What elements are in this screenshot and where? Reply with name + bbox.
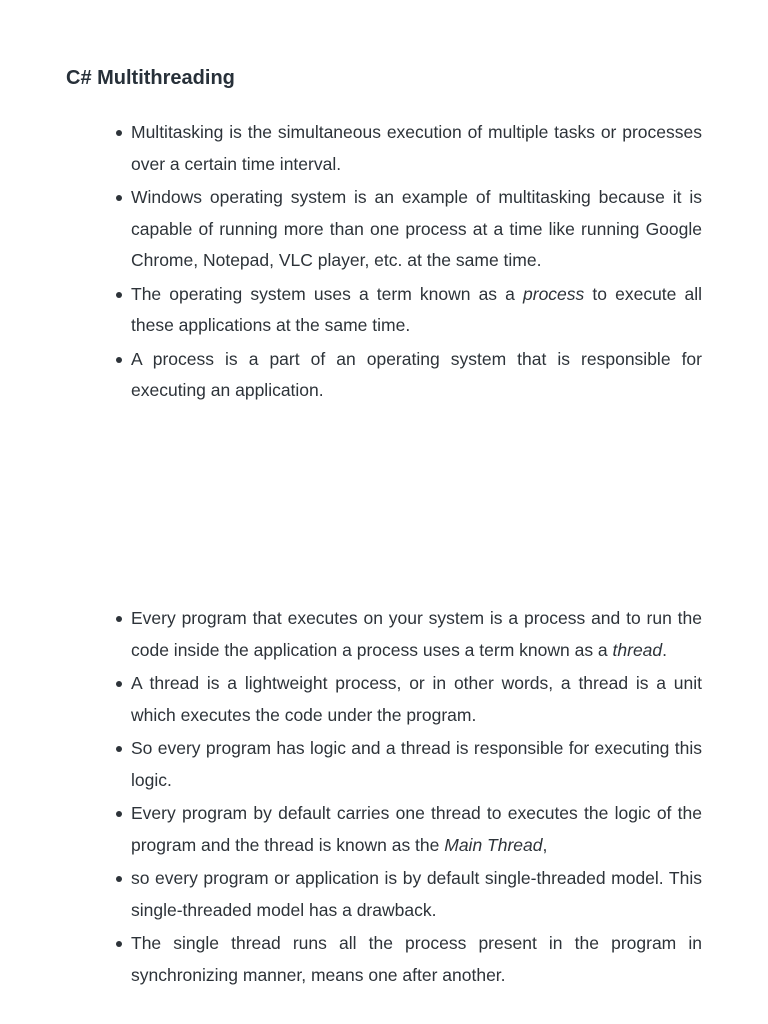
list-item bbox=[131, 863, 702, 926]
list-item-text-after: . bbox=[662, 639, 668, 660]
list-item-emphasis: process bbox=[523, 283, 585, 304]
list-item-emphasis: thread bbox=[612, 639, 663, 660]
list-item-text: Multitasking is the simultaneous execution of multiple tasks or processes over a certain time interval. bbox=[131, 122, 702, 174]
list-item-text: A thread is a lightweight process, or in other words, a thread is a unit which executes the code under the program. bbox=[131, 673, 702, 725]
bullet-icon bbox=[116, 746, 122, 752]
list-item bbox=[131, 182, 702, 277]
list-item bbox=[131, 603, 702, 666]
list-item bbox=[131, 668, 702, 731]
bullet-list-intro bbox=[131, 117, 702, 409]
list-item-text: The operating system uses a term known as a bbox=[131, 283, 524, 304]
list-item-text: Windows operating system is an example of multitasking because it is capable of running more than one process at a time like running Google Chrome, Notepad, VLC player, etc. at the same time. bbox=[131, 187, 702, 270]
list-item bbox=[131, 798, 702, 861]
list-item-text-after: to execute all these applications at the same time. bbox=[131, 283, 703, 335]
list-item bbox=[131, 279, 702, 342]
list-item bbox=[131, 344, 702, 407]
bullet-icon bbox=[116, 130, 122, 136]
bullet-icon bbox=[116, 811, 122, 817]
list-item-text: The single thread runs all the process present in the program in synchronizing manner, means one after another. bbox=[131, 933, 702, 985]
list-item-emphasis: Main Thread bbox=[444, 834, 543, 855]
list-item bbox=[131, 928, 702, 991]
list-item-text: So every program has logic and a thread is responsible for executing this logic. bbox=[131, 738, 702, 790]
list-item bbox=[131, 733, 702, 796]
bullet-icon bbox=[116, 941, 122, 947]
bullet-icon bbox=[116, 876, 122, 882]
list-item-text: Every program by default carries one thread to executes the logic of the program and the thread is known as the bbox=[131, 803, 702, 855]
list-item-text: Every program that executes on your system is a process and to run the code inside the application a process uses a term known as a bbox=[131, 608, 702, 660]
list-item-text: so every program or application is by default single-threaded model. This single-threaded model has a drawback. bbox=[131, 868, 702, 920]
bullet-icon bbox=[116, 292, 122, 298]
list-item-text-after: , bbox=[542, 834, 548, 855]
page-title: C# Multithreading bbox=[66, 67, 235, 89]
blank-space bbox=[66, 410, 702, 600]
bullet-icon bbox=[116, 357, 122, 363]
list-item bbox=[131, 117, 702, 180]
list-item-text: A process is a part of an operating system that is responsible for executing an application. bbox=[131, 348, 702, 400]
bullet-list-threads bbox=[131, 603, 702, 993]
bullet-icon bbox=[116, 616, 122, 622]
bullet-icon bbox=[116, 195, 122, 201]
bullet-icon bbox=[116, 681, 122, 687]
